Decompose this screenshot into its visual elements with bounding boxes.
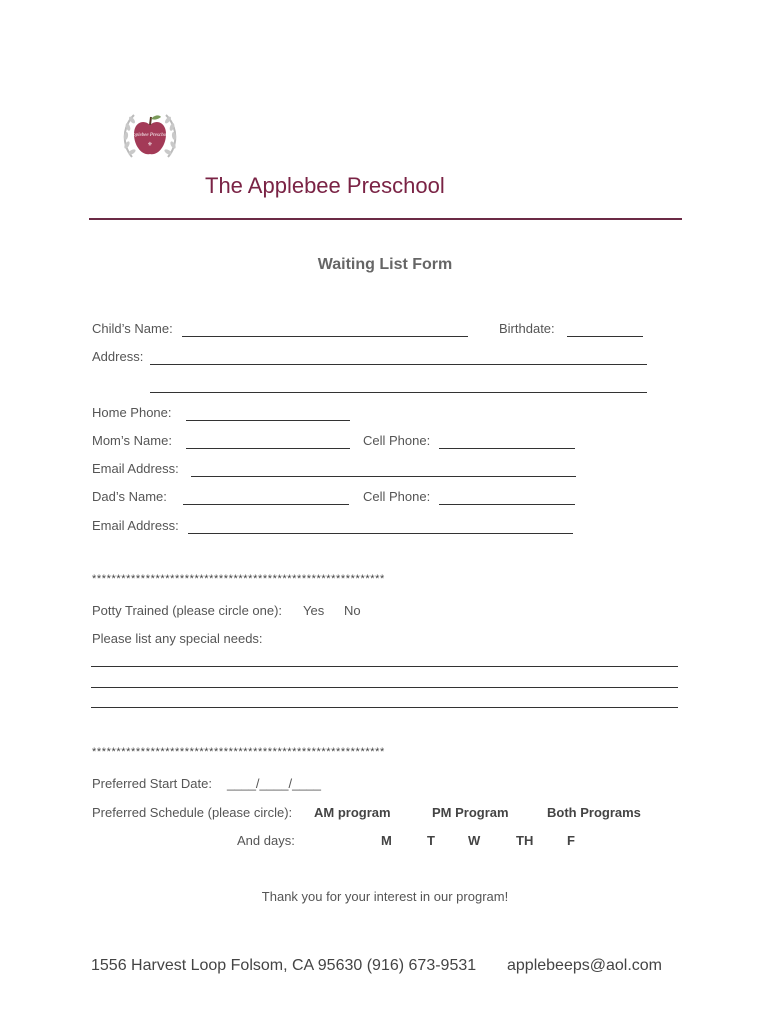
dad-cell-phone-field[interactable]: [439, 504, 575, 505]
svg-text:⚜: ⚜: [147, 142, 153, 148]
special-needs-line-2[interactable]: [91, 687, 678, 688]
dad-cell-phone-label: Cell Phone:: [363, 489, 431, 504]
special-needs-line-3[interactable]: [91, 707, 678, 708]
footer-email: applebeeps@aol.com: [507, 957, 663, 974]
home-phone-field[interactable]: [186, 420, 350, 421]
footer-address-phone: 1556 Harvest Loop Folsom, CA 95630 (916) 673-9531: [91, 957, 477, 974]
school-logo: [118, 105, 182, 169]
home-phone-label: Home Phone:: [92, 405, 172, 420]
dads-name-field[interactable]: [183, 504, 349, 505]
form-title: Waiting List Form: [317, 256, 453, 273]
apple-wreath-icon: [118, 105, 182, 169]
special-needs-line-1[interactable]: [91, 666, 678, 667]
potty-no-option[interactable]: No: [344, 603, 361, 618]
am-program-option[interactable]: AM program: [314, 805, 391, 820]
start-date-label: Preferred Start Date:: [92, 776, 212, 791]
days-label: And days:: [237, 833, 295, 848]
day-option-wednesday[interactable]: W: [468, 833, 481, 848]
pm-program-option[interactable]: PM Program: [432, 805, 509, 820]
day-option-thursday[interactable]: TH: [516, 833, 534, 848]
birthdate-field[interactable]: [567, 336, 643, 337]
potty-yes-option[interactable]: Yes: [303, 603, 325, 618]
thank-you-message: Thank you for your interest in our program!: [261, 889, 509, 904]
moms-name-label: Mom’s Name:: [92, 433, 172, 448]
schedule-label: Preferred Schedule (please circle):: [92, 805, 293, 820]
svg-text:Applebee Preschool: Applebee Preschool: [130, 133, 170, 138]
mom-cell-phone-field[interactable]: [439, 448, 575, 449]
day-option-monday[interactable]: M: [381, 833, 392, 848]
start-date-field[interactable]: ____/____/____: [227, 776, 321, 791]
address-label: Address:: [92, 349, 144, 364]
separator-stars: ************************************************************: [92, 573, 385, 585]
dad-email-field[interactable]: [188, 533, 573, 534]
day-option-tuesday[interactable]: T: [427, 833, 435, 848]
mom-cell-phone-label: Cell Phone:: [363, 433, 431, 448]
address-field-line-2[interactable]: [150, 392, 647, 393]
school-name: The Applebee Preschool: [205, 173, 445, 198]
child-name-label: Child’s Name:: [92, 321, 173, 336]
both-programs-option[interactable]: Both Programs: [547, 805, 641, 820]
header-divider: [89, 218, 682, 220]
separator-stars: ************************************************************: [92, 746, 385, 758]
birthdate-label: Birthdate:: [499, 321, 555, 336]
child-name-field[interactable]: [182, 336, 468, 337]
potty-trained-label: Potty Trained (please circle one):: [92, 603, 283, 618]
mom-email-label: Email Address:: [92, 461, 179, 476]
mom-email-field[interactable]: [191, 476, 576, 477]
dad-email-label: Email Address:: [92, 518, 179, 533]
dads-name-label: Dad’s Name:: [92, 489, 167, 504]
moms-name-field[interactable]: [186, 448, 350, 449]
day-option-friday[interactable]: F: [567, 833, 575, 848]
special-needs-label: Please list any special needs:: [92, 631, 263, 646]
address-field-line-1[interactable]: [150, 364, 647, 365]
